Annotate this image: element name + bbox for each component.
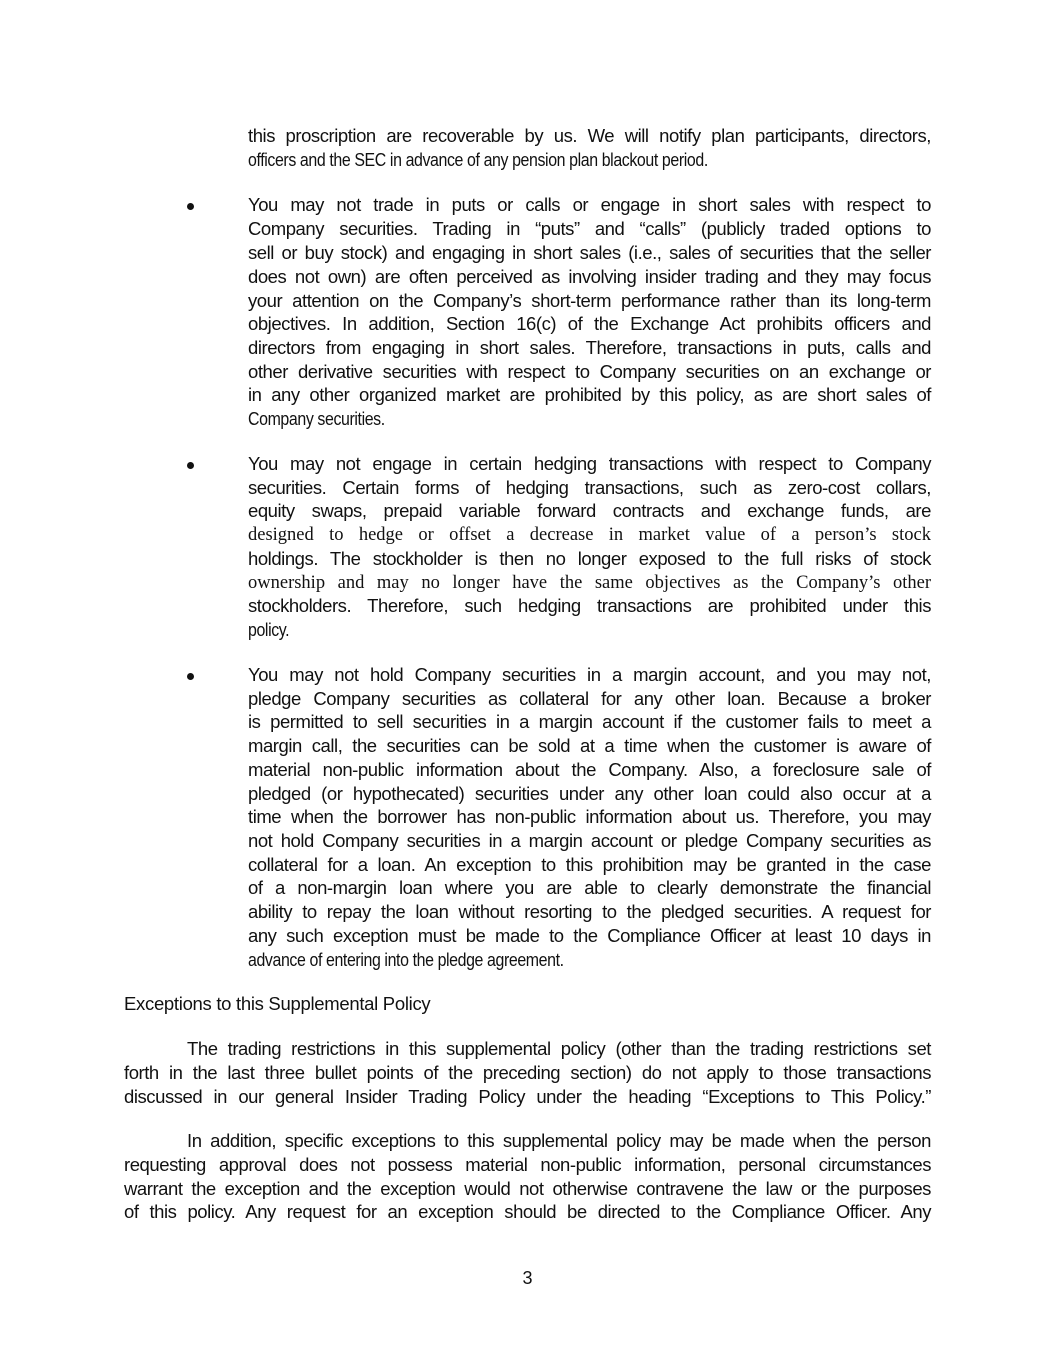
paragraph-2-line: In addition, specific exceptions to this supplemental policy may be made when the person [187, 1130, 931, 1151]
bullet-icon [187, 462, 194, 469]
bullet-3-line: time when the borrower has non-public information about us. Therefore, you may [248, 806, 931, 827]
bullet-1-line: Company securities. Trading in “puts” and “calls” (publicly traded options to [248, 218, 931, 239]
paragraph-2-line: requesting approval does not possess material non-public information, personal circumstances [124, 1154, 931, 1175]
paragraph-1-line: The trading restrictions in this supplemental policy (other than the trading restrictions set [187, 1038, 931, 1059]
bullet-3-line: not hold Company securities in a margin account or pledge Company securities as [248, 830, 931, 851]
bullet-3-line: is permitted to sell securities in a margin account if the customer fails to meet a [248, 711, 931, 732]
bullet-3-line: advance of entering into the pledge agreement. [248, 949, 564, 970]
bullet-3-line: any such exception must be made to the Compliance Officer at least 10 days in [248, 925, 931, 946]
bullet-icon [187, 673, 194, 680]
bullet-1-line: your attention on the Company’s short-term performance rather than its long-term [248, 290, 931, 311]
bullet-3-line: pledge Company securities as collateral for any other loan. Because a broker [248, 688, 931, 709]
bullet-3-line: ability to repay the loan without resorting to the pledged securities. A request for [248, 901, 931, 922]
bullet-2-line: ownership and may no longer have the same objectives as the Company’s other [248, 573, 931, 593]
bullet-2-line: policy. [248, 619, 290, 640]
bullet-2-line: securities. Certain forms of hedging transactions, such as zero-cost collars, [248, 477, 931, 498]
bullet-1-line: objectives. In addition, Section 16(c) of the Exchange Act prohibits officers and [248, 313, 931, 334]
bullet-2-line: designed to hedge or offset a decrease in market value of a person’s stock [248, 525, 931, 545]
bullet-3-line: pledged (or hypothecated) securities under any other loan could also occur at a [248, 783, 931, 804]
intro-line: officers and the SEC in advance of any pension plan blackout period. [248, 149, 708, 170]
bullet-1-line: directors from engaging in short sales. Therefore, transactions in puts, calls and [248, 337, 931, 358]
bullet-2-line: You may not engage in certain hedging transactions with respect to Company [248, 453, 931, 474]
paragraph-1-line: forth in the last three bullet points of the preceding section) do not apply to those transactions [124, 1062, 931, 1083]
bullet-1-line: You may not trade in puts or calls or engage in short sales with respect to [248, 194, 931, 215]
bullet-1-line: in any other organized market are prohibited by this policy, as are short sales of [248, 384, 931, 405]
bullet-2-line: holdings. The stockholder is then no longer exposed to the full risks of stock [248, 548, 931, 569]
paragraph-2-line: of this policy. Any request for an exception should be directed to the Compliance Officer. Any [124, 1201, 931, 1222]
bullet-3-line: of a non-margin loan where you are able to clearly demonstrate the financial [248, 877, 931, 898]
bullet-3-line: collateral for a loan. An exception to this prohibition may be granted in the case [248, 854, 931, 875]
intro-line: this proscription are recoverable by us. We will notify plan participants, directors, [248, 125, 931, 146]
bullet-icon [187, 203, 194, 210]
bullet-2-line: stockholders. Therefore, such hedging transactions are prohibited under this [248, 595, 931, 616]
page-number: 3 [522, 1268, 533, 1288]
bullet-3-line: material non-public information about the Company. Also, a foreclosure sale of [248, 759, 931, 780]
paragraph-1-line: discussed in our general Insider Trading Policy under the heading “Exceptions to This Policy.” [124, 1086, 931, 1107]
bullet-1-line: sell or buy stock) and engaging in short sales (i.e., sales of securities that the seller [248, 242, 931, 263]
bullet-1-line: Company securities. [248, 408, 385, 429]
section-heading: Exceptions to this Supplemental Policy [124, 993, 431, 1014]
bullet-3-line: You may not hold Company securities in a margin account, and you may not, [248, 664, 931, 685]
paragraph-2-line: warrant the exception and the exception would not otherwise contravene the law or the purposes [124, 1178, 931, 1199]
bullet-3-line: margin call, the securities can be sold at a time when the customer is aware of [248, 735, 931, 756]
bullet-1-line: other derivative securities with respect to Company securities on an exchange or [248, 361, 931, 382]
bullet-1-line: does not own) are often perceived as involving insider trading and they may focus [248, 266, 931, 287]
bullet-2-line: equity swaps, prepaid variable forward contracts and exchange funds, are [248, 500, 931, 521]
